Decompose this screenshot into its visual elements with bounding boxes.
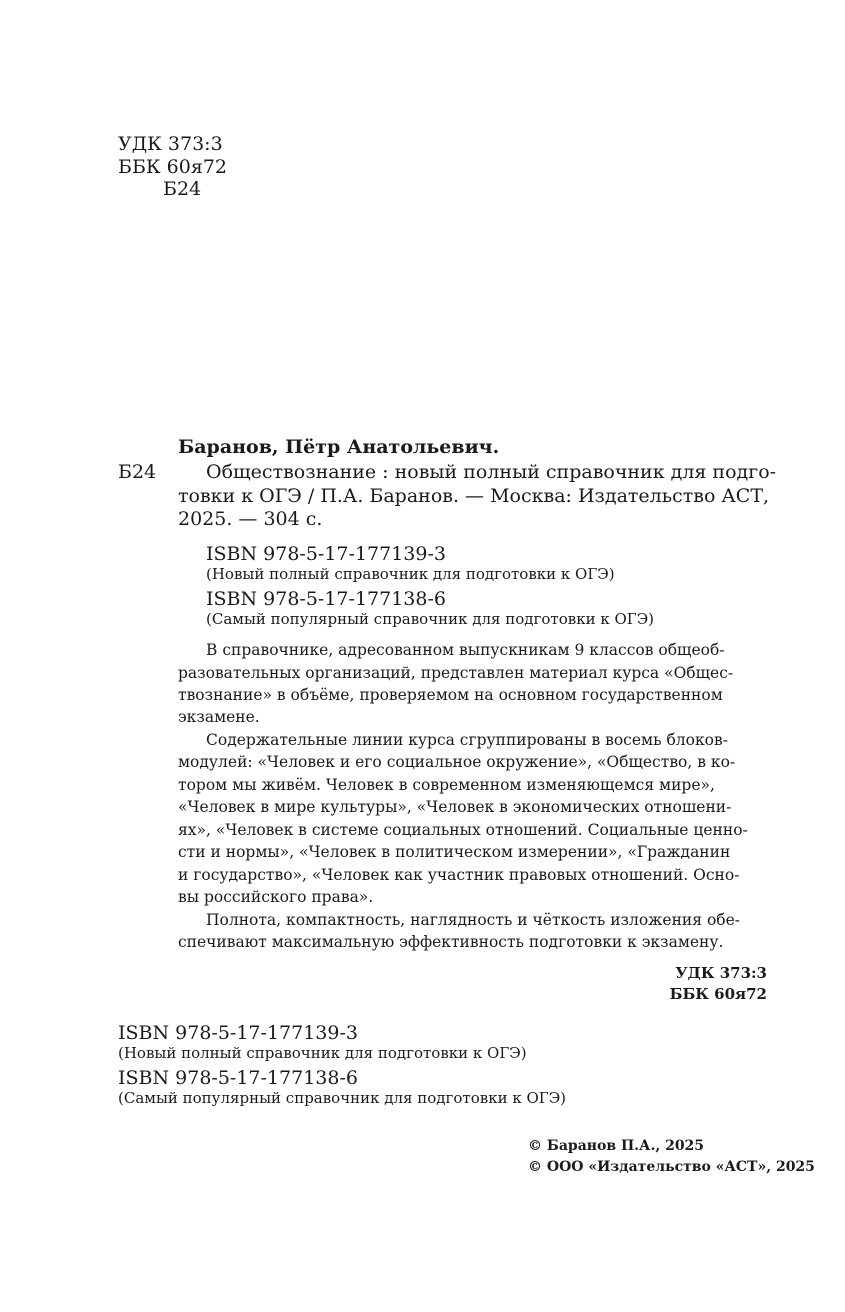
top-udk: УДК 373:3	[118, 133, 223, 155]
abstract-line: тором мы живём. Человек в современном изменяющемся мире»,	[178, 776, 715, 794]
copyright-publisher: © ООО «Издательство «АСТ», 2025	[528, 1159, 815, 1175]
record-mark: Б24	[118, 461, 157, 483]
bottom-isbn-2-note: (Самый популярный справочник для подготовки к ОГЭ)	[118, 1089, 567, 1107]
record-isbn-1: ISBN 978-5-17-177139-3	[206, 543, 446, 565]
abstract-line: экзамене.	[178, 708, 260, 726]
top-author-mark: Б24	[163, 178, 202, 200]
abstract-line: В справочнике, адресованном выпускникам 9 классов общеоб-	[206, 641, 725, 659]
bottom-isbn-2: ISBN 978-5-17-177138-6	[118, 1067, 358, 1089]
record-udk: УДК 373:3	[675, 964, 767, 982]
abstract-line: Полнота, компактность, наглядность и чёткость изложения обе-	[206, 911, 741, 929]
record-isbn-2-note: (Самый популярный справочник для подготовки к ОГЭ)	[206, 610, 655, 628]
record-isbn-1-note: (Новый полный справочник для подготовки к ОГЭ)	[206, 565, 615, 583]
abstract-line: «Человек в мире культуры», «Человек в экономических отношени-	[178, 798, 732, 816]
record-author: Баранов, Пётр Анатольевич.	[178, 436, 500, 458]
abstract-line: и государство», «Человек как участник правовых отношений. Осно-	[178, 866, 740, 884]
record-bbk: ББК 60я72	[669, 985, 767, 1003]
abstract-line: разовательных организаций, представлен материал курса «Общес-	[178, 664, 734, 682]
record-isbn-2: ISBN 978-5-17-177138-6	[206, 588, 446, 610]
abstract-line: модулей: «Человек и его социальное окружение», «Общество, в ко-	[178, 753, 736, 771]
abstract-line: Содержательные линии курса сгруппированы в восемь блоков-	[206, 731, 728, 749]
bottom-isbn-1: ISBN 978-5-17-177139-3	[118, 1022, 358, 1044]
copyright-author: © Баранов П.А., 2025	[528, 1138, 705, 1154]
abstract-line: сти и нормы», «Человек в политическом измерении», «Гражданин	[178, 843, 731, 861]
abstract-line: ях», «Человек в системе социальных отношений. Социальные ценно-	[178, 821, 748, 839]
bottom-isbn-1-note: (Новый полный справочник для подготовки к ОГЭ)	[118, 1044, 527, 1062]
abstract-line: твознание» в объёме, проверяемом на основном государственном	[178, 686, 723, 704]
abstract-line: спечивают максимальную эффективность подготовки к экзамену.	[178, 933, 724, 951]
abstract-line: вы российского права».	[178, 888, 374, 906]
top-bbk: ББК 60я72	[118, 156, 228, 178]
record-title-line: 2025. — 304 с.	[178, 508, 323, 530]
record-title-line: Обществознание : новый полный справочник для подго-	[206, 461, 777, 483]
record-title-line: товки к ОГЭ / П.А. Баранов. — Москва: Издательство АСТ,	[178, 485, 770, 507]
